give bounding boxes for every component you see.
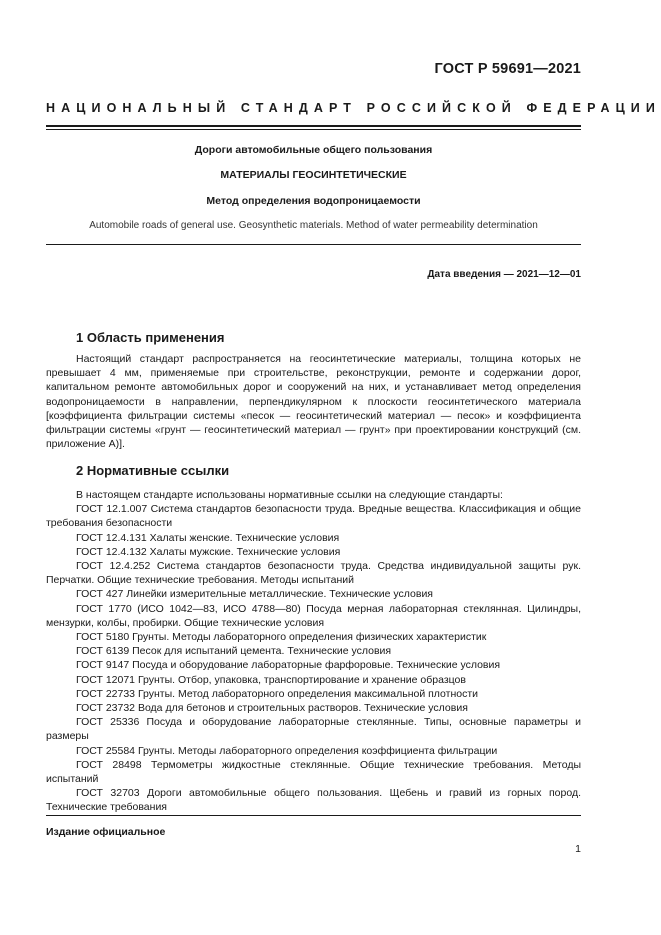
list-item: ГОСТ 5180 Грунты. Методы лабораторного определения физических характеристик [76,631,487,644]
list-item: ГОСТ 25584 Грунты. Методы лабораторного определения коэффициента фильтрации [76,744,498,757]
page-number: 1 [575,843,581,855]
list-item: ГОСТ 22733 Грунты. Метод лабораторного определения максимальной плотности [76,687,479,700]
section-1-paragraph: Настоящий стандарт распространяется на геосинтетические материалы, толщина которых не превышает 4 мм, применяемые при строительстве, реконструкции, ремонте и содержании дорог, капитальном ремонте автомобильных дорог и сооружений на них, и устанавливает метод определения водопроницаемости в направлении, перпендикулярном к плоскости геосинтетического материала [коэффициента фильтрации системы «песок — геосинтетический материал — песок» и коэффициента фильтрации системы «грунт — геосинтетический материал — грунт» при проектировании конструкций (см. приложение А)]. [46,353,581,451]
list-item: ГОСТ 9147 Посуда и оборудование лабораторные фарфоровые. Технические условия [76,659,501,672]
list-item: ГОСТ 25336 Посуда и оборудование лабораторные стеклянные. Типы, основные параметры и размеры [46,716,581,743]
list-item: ГОСТ 12.1.007 Система стандартов безопасности труда. Вредные вещества. Классификация и общие требования безопасности [46,503,581,530]
footer-rule [46,815,581,816]
list-item: В настоящем стандарте использованы нормативные ссылки на следующие стандарты: [76,489,503,501]
list-item: ГОСТ 6139 Песок для испытаний цемента. Технические условия [76,645,392,658]
section-1-heading: 1 Область применения [76,330,225,345]
header-rule-thin [46,129,581,130]
title-english: Automobile roads of general use. Geosynthetic materials. Method of water permeability determination [89,220,538,231]
list-item: ГОСТ 23732 Вода для бетонов и строительных растворов. Технические условия [76,702,468,715]
list-item: ГОСТ 12071 Грунты. Отбор, упаковка, транспортирование и хранение образцов [76,673,466,686]
national-standard-banner: НАЦИОНАЛЬНЫЙ СТАНДАРТ РОССИЙСКОЙ ФЕДЕРАЦИИ [46,101,661,115]
section-2-heading: 2 Нормативные ссылки [76,463,230,478]
list-item: ГОСТ 12.4.132 Халаты мужские. Технические условия [76,545,341,558]
title-rule [46,244,581,245]
date-of-introduction: Дата введения — 2021—12—01 [427,269,581,280]
list-item: ГОСТ 32703 Дороги автомобильные общего пользования. Щебень и гравий из горных пород. Технические требования [46,787,581,814]
section-1-body [46,352,581,451]
list-item: ГОСТ 28498 Термометры жидкостные стеклянные. Общие технические требования. Методы испытаний [46,758,581,786]
normative-references-list [46,488,581,815]
title-line-1: Дороги автомобильные общего пользования [194,144,433,156]
header-rule-thick [46,125,581,127]
list-item: ГОСТ 12.4.252 Система стандартов безопасности труда. Средства индивидуальной защиты рук. Перчатки. Общие технические требования. Методы испытаний [46,560,581,587]
title-line-3: Метод определения водопроницаемости [206,195,421,207]
list-item: ГОСТ 12.4.131 Халаты женские. Технические условия [76,531,340,544]
list-item: ГОСТ 427 Линейки измерительные металлические. Технические условия [76,588,433,601]
official-edition-label: Издание официальное [46,826,166,838]
gost-number: ГОСТ Р 59691—2021 [434,61,581,77]
title-line-2: МАТЕРИАЛЫ ГЕОСИНТЕТИЧЕСКИЕ [220,169,407,181]
list-item: ГОСТ 1770 (ИСО 1042—83, ИСО 4788—80) Посуда мерная лабораторная стеклянная. Цилиндры, мензурки, колбы, пробирки. Общие технические условия [46,602,581,629]
